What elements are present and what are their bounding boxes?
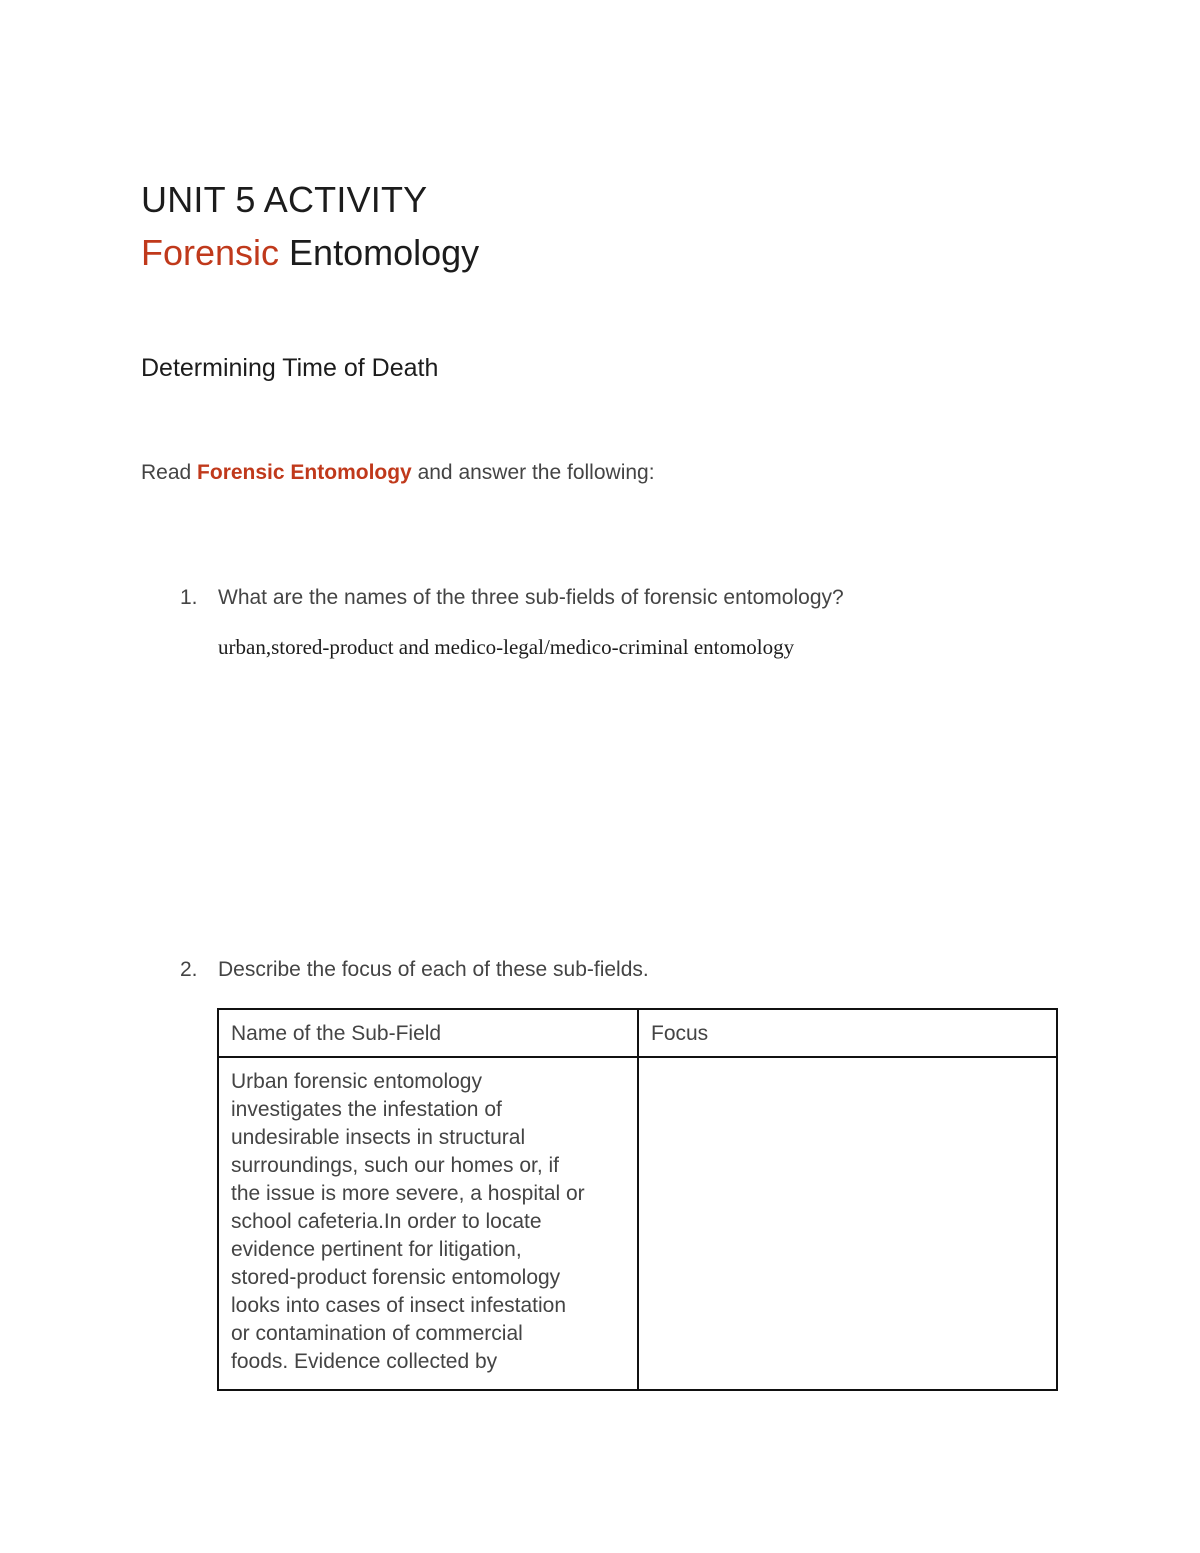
instruction-suffix: and answer the following: [411,461,655,484]
question-number: 2. [180,958,198,981]
subfield-focus-table [217,1008,1058,1391]
focus-cell[interactable] [638,1057,1057,1390]
reading-link[interactable]: Forensic Entomology [197,461,412,484]
table-row [218,1057,1057,1390]
question-number: 1. [180,586,198,609]
instruction-line [141,458,655,488]
question-text: What are the names of the three sub-fields of forensic entomology? [218,586,844,609]
header-subfield-name: Name of the Sub-Field [218,1009,638,1057]
header-focus: Focus [638,1009,1057,1057]
question-text: Describe the focus of each of these sub-fields. [218,958,649,981]
subfield-name-text: Urban forensic entomology investigates the infestation of undesirable insects in structural surroundings, such our homes or, if the issue is more severe, a hospital or school cafeteria.In order to locate evidence pertinent for litigation, stored-product forensic entomology looks into cases of insect infestation or contamination of commercial foods. Evidence collected by [231,1070,585,1373]
table-header-row [218,1009,1057,1057]
instruction-prefix: Read [141,461,198,484]
question-1 [180,583,1080,613]
activity-subtitle [141,231,479,275]
subtitle-accent-word: Forensic [141,232,280,273]
section-heading: Determining Time of Death [141,354,439,382]
unit-title: UNIT 5 ACTIVITY [141,179,428,220]
question-2 [180,955,1080,985]
answer-1[interactable]: urban,stored-product and medico-legal/medico-criminal entomology [218,635,795,659]
subtitle-rest: Entomology [279,232,480,273]
subfield-name-cell[interactable] [218,1057,638,1390]
